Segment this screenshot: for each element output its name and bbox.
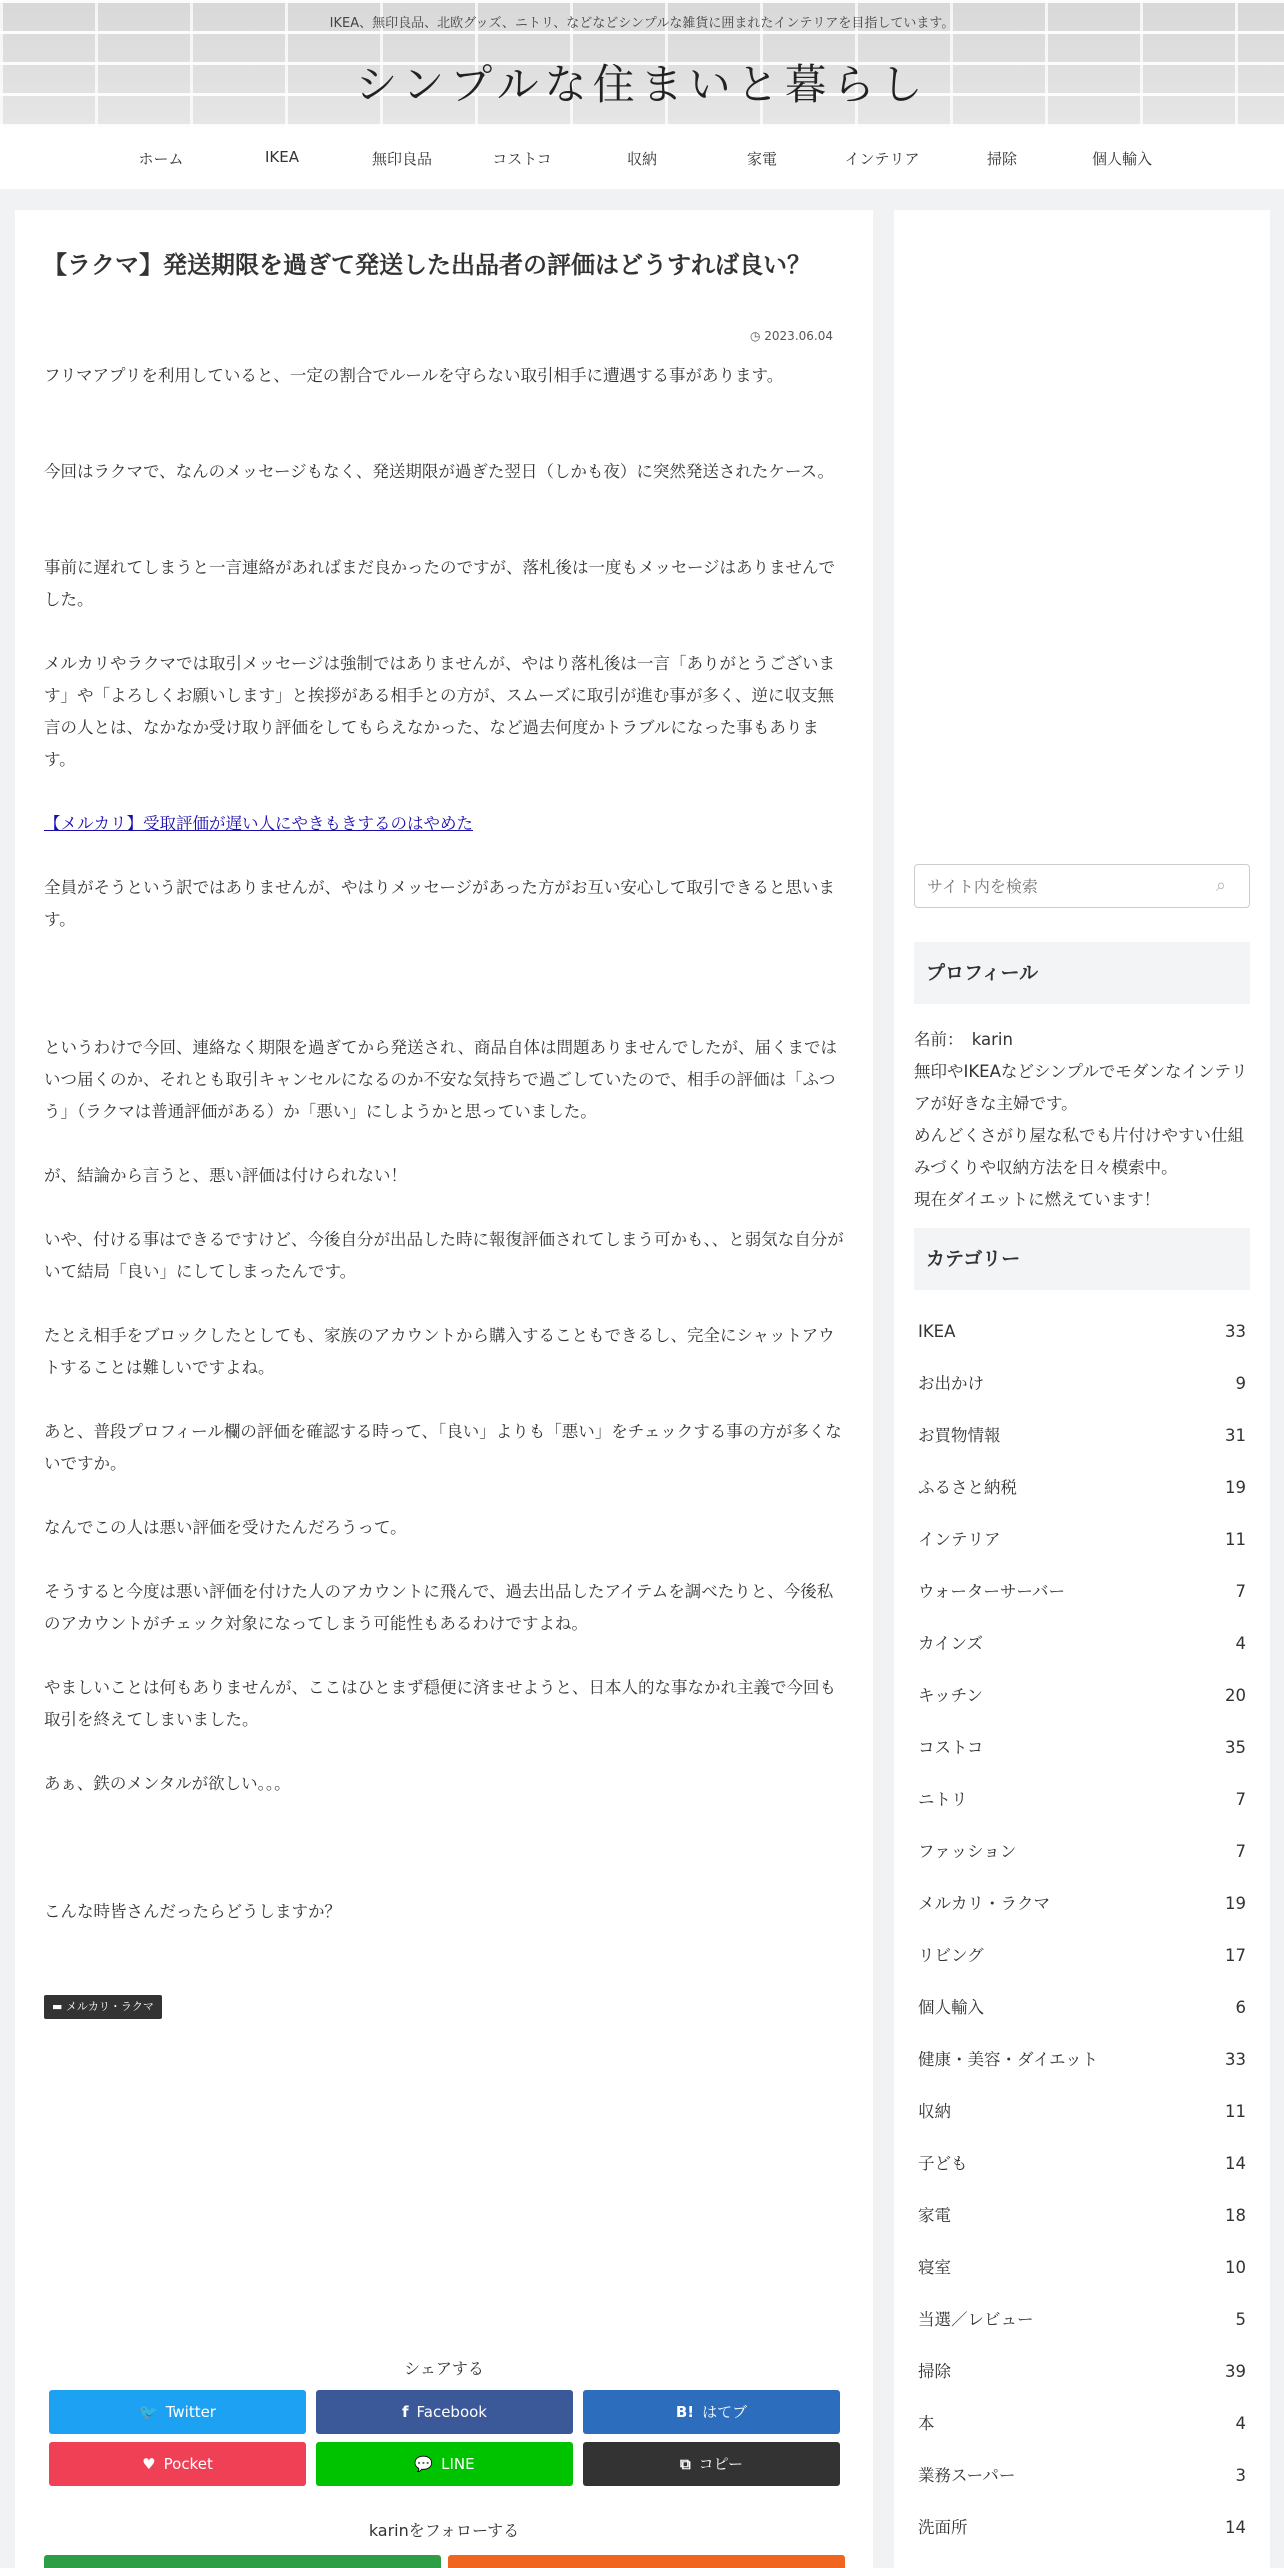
category-name: インテリア [918, 1530, 1001, 1549]
category-count: 10 [1225, 2258, 1246, 2277]
category-item[interactable] [914, 1618, 1250, 1670]
share-copy-button[interactable] [583, 2442, 840, 2486]
category-count: 33 [1225, 1322, 1246, 1341]
category-count: 19 [1225, 1894, 1246, 1913]
profile-line: めんどくさがり屋な私でも片付けやすい仕組みづくりや収納方法を日々模索中。 [914, 1126, 1244, 1177]
pocket-icon: ♥ [142, 2455, 156, 2473]
paragraph: メルカリやラクマでは取引メッセージは強制ではありませんが、やはり落札後は一言「ありがとうございます」や「よろしくお願いします」と挨拶がある相手との方が、スムーズに取引が進む事が多く、逆に収支無言の人とは、なかなか受け取り評価をしてもらえなかった、など過去何度かトラブルになった事もあります。 [44, 654, 836, 769]
category-item[interactable] [914, 2242, 1250, 2294]
share-twitter-button[interactable] [49, 2390, 306, 2434]
paragraph: あと、普段プロフィール欄の評価を確認する時って、「良い」よりも「悪い」をチェックする事の方が多くないですか。 [44, 1422, 842, 1473]
category-name: 寝室 [918, 2258, 951, 2277]
category-name: リビング [918, 1946, 984, 1965]
nav-item-cleaning[interactable]: 掃除 [986, 150, 1017, 168]
share-facebook-label: Facebook [416, 2403, 487, 2421]
category-count: 5 [1235, 2310, 1246, 2329]
category-item[interactable] [914, 2190, 1250, 2242]
article [15, 210, 873, 2568]
category-item[interactable] [914, 1410, 1250, 1462]
category-item[interactable] [914, 1930, 1250, 1982]
category-name: 収納 [918, 2102, 951, 2121]
category-count: 7 [1235, 1582, 1246, 1601]
sidebar [894, 210, 1270, 2568]
category-name: 洗面所 [918, 2518, 968, 2537]
nav-item-costco[interactable]: コストコ [492, 150, 552, 168]
category-item[interactable] [914, 1878, 1250, 1930]
paragraph: たとえ相手をブロックしたとしても、家族のアカウントから購入することもできるし、完全にシャットアウトすることは難しいですよね。 [44, 1326, 835, 1377]
category-count: 11 [1225, 2102, 1246, 2121]
profile-text [914, 1024, 1254, 1216]
category-name: お買物情報 [918, 1426, 1001, 1445]
category-name: コストコ [918, 1738, 984, 1757]
paragraph: というわけで今回、連絡なく期限を過ぎてから発送され、商品自体は問題ありませんでしたが、届くまではいつ届くのか、それとも取引キャンセルになるのか不安な気持ちで過ごしていたので、相手の評価は「ふつう」（ラクマは普通評価がある）か「悪い」にしようかと思っていました。 [44, 1038, 837, 1121]
category-item[interactable] [914, 1982, 1250, 2034]
paragraph: フリマアプリを利用していると、一定の割合でルールを守らない取引相手に遭遇する事があります。 [44, 366, 784, 385]
global-nav [0, 127, 1284, 189]
category-count: 14 [1225, 2518, 1246, 2537]
nav-item-import[interactable]: 個人輸入 [1091, 150, 1152, 168]
nav-item-interior[interactable]: インテリア [844, 150, 920, 168]
paragraph: が、結論から言うと、悪い評価は付けられない！ [44, 1166, 407, 1185]
post-category-label[interactable] [44, 1995, 162, 2019]
category-name: お出かけ [918, 1374, 984, 1393]
paragraph: そうすると今度は悪い評価を付けた人のアカウントに飛んで、過去出品したアイテムを調べたりと、今後私のアカウントがチェック対象になってしまう可能性もあるわけですよね。 [44, 1582, 834, 1633]
share-pocket-label: Pocket [163, 2455, 213, 2473]
category-item[interactable] [914, 1826, 1250, 1878]
category-name: IKEA [918, 1322, 956, 1341]
paragraph: 全員がそうという訳ではありませんが、やはりメッセージがあった方がお互い安心して取引できると思います。 [44, 878, 835, 929]
share-title: シェアする [404, 2359, 484, 2378]
category-count: 7 [1235, 1790, 1246, 1809]
profile-line: 無印やIKEAなどシンプルでモダンなインテリアが好きな主婦です。 [914, 1062, 1248, 1113]
paragraph: あぁ、鉄のメンタルが欲しい。。。 [44, 1774, 291, 1793]
share-hatena-button[interactable] [583, 2390, 840, 2434]
category-name: 掃除 [918, 2362, 951, 2381]
category-name: キッチン [918, 1686, 983, 1705]
share-twitter-label: Twitter [165, 2403, 216, 2421]
copy-icon: ⧉ [679, 2455, 691, 2473]
clock-icon: ◷ [749, 329, 761, 343]
category-count: 33 [1225, 2050, 1246, 2069]
share-line-label: LINE [441, 2455, 475, 2473]
category-count: 4 [1235, 2414, 1246, 2433]
share-pocket-button[interactable] [49, 2442, 306, 2486]
nav-item-storage[interactable]: 収納 [626, 150, 657, 168]
category-item[interactable] [914, 2294, 1250, 2346]
category-name: ファッション [918, 1842, 1017, 1861]
profile-name: 名前： karin [914, 1030, 1013, 1049]
category-name: 家電 [918, 2206, 951, 2225]
category-item[interactable] [914, 1306, 1250, 1358]
post-category-text: メルカリ・ラクマ [65, 2000, 154, 2013]
category-count: 17 [1225, 1946, 1246, 1965]
profile-widget-title: プロフィール [914, 942, 1250, 1004]
paragraph: いや、付ける事はできるですけど、今後自分が出品した時に報復評価されてしまう可かも、、と弱気な自分がいて結局「良い」にしてしまったんです。 [44, 1230, 844, 1281]
category-name: 個人輸入 [918, 1998, 984, 2017]
share-hatena-label: はてブ [702, 2403, 748, 2421]
paragraph: なんでこの人は悪い評価を受けたんだろうって。 [44, 1518, 407, 1537]
category-count: 20 [1225, 1686, 1246, 1705]
category-count: 7 [1235, 1842, 1246, 1861]
category-count: 35 [1225, 1738, 1246, 1757]
follow-feedly-button[interactable] [44, 2555, 441, 2568]
category-item[interactable] [914, 2502, 1250, 2554]
search-input[interactable] [914, 864, 1250, 908]
category-widget-title: カテゴリー [914, 1228, 1250, 1290]
category-item[interactable] [914, 1722, 1250, 1774]
nav-item-home[interactable]: ホーム [138, 150, 184, 168]
folder-icon: ▬ [52, 2000, 63, 2013]
category-count: 14 [1225, 2154, 1246, 2173]
category-count: 3 [1235, 2466, 1246, 2485]
category-count: 18 [1225, 2206, 1246, 2225]
paragraph: 今回はラクマで、なんのメッセージもなく、発送期限が過ぎた翌日（しかも夜）に突然発送されたケース。 [44, 462, 835, 481]
category-count: 9 [1235, 1374, 1246, 1393]
category-item[interactable] [914, 2138, 1250, 2190]
paragraph: こんな時皆さんだったらどうしますか？ [44, 1902, 341, 1921]
facebook-icon: f [401, 2403, 409, 2421]
category-item[interactable] [914, 1514, 1250, 1566]
share-facebook-button[interactable] [316, 2390, 573, 2434]
category-item[interactable] [914, 1670, 1250, 1722]
category-count: 6 [1235, 1998, 1246, 2017]
follow-rss-button[interactable] [448, 2555, 845, 2568]
site-title[interactable]: シンプルな住まいと暮らし [355, 60, 929, 109]
category-count: 19 [1225, 1478, 1246, 1497]
category-item[interactable] [914, 1462, 1250, 1514]
category-name: ふるさと納税 [918, 1478, 1017, 1497]
category-item[interactable] [914, 1774, 1250, 1826]
category-name: 業務スーパー [918, 2466, 1016, 2485]
category-count: 39 [1225, 2362, 1246, 2381]
follow-title: karinをフォローする [368, 2521, 520, 2540]
line-icon: 💬 [414, 2455, 434, 2473]
category-name: メルカリ・ラクマ [918, 1894, 1050, 1913]
category-count: 11 [1225, 1530, 1246, 1549]
share-copy-label: コピー [698, 2455, 744, 2473]
site-tagline: IKEA、無印良品、北欧グッズ、ニトリ、などなどシンプルな雑貨に囲まれたインテリアを目指しています。 [329, 16, 955, 31]
post-date [750, 329, 833, 343]
paragraph: 事前に遅れてしまうと一言連絡があればまだ良かったのですが、落札後は一度もメッセージはありませんでした。 [44, 558, 836, 609]
category-item[interactable] [914, 1566, 1250, 1618]
nav-item-muji[interactable]: 無印良品 [371, 150, 432, 168]
category-item[interactable] [914, 2086, 1250, 2138]
category-name: 健康・美容・ダイエット [918, 2050, 1099, 2069]
category-item[interactable] [914, 2346, 1250, 2398]
post-date-text: 2023.06.04 [764, 329, 833, 343]
search-icon[interactable]: ⌕ [1216, 875, 1227, 896]
nav-item-ikea[interactable]: IKEA [265, 148, 299, 166]
category-item[interactable] [914, 2034, 1250, 2086]
paragraph: やましいことは何もありませんが、ここはひとまず穏便に済ませようと、日本人的な事なかれ主義で今回も取引を終えてしまいました。 [44, 1678, 836, 1729]
category-item[interactable] [914, 2450, 1250, 2502]
twitter-icon: 🐦 [139, 2403, 158, 2421]
category-name: ウォーターサーバー [918, 1582, 1066, 1601]
site-header [0, 0, 1284, 127]
profile-line: 現在ダイエットに燃えています！ [914, 1190, 1161, 1209]
category-item[interactable] [914, 2398, 1250, 2450]
category-name: 本 [918, 2414, 935, 2433]
category-name: 当選／レビュー [918, 2310, 1034, 2329]
category-name: ニトリ [918, 1790, 968, 1809]
related-link-paragraph [44, 808, 849, 840]
category-name: 子ども [918, 2154, 968, 2173]
category-count: 4 [1235, 1634, 1246, 1653]
hatena-icon: B! [675, 2403, 695, 2421]
category-count: 31 [1225, 1426, 1246, 1445]
share-line-button[interactable] [316, 2442, 573, 2486]
related-post-link[interactable]: 【メルカリ】受取評価が遅い人にやきもきするのはやめた [44, 814, 473, 833]
category-name: カインズ [918, 1634, 984, 1653]
post-title: 【ラクマ】発送期限を過ぎて発送した出品者の評価はどうすれば良い？ [43, 251, 811, 279]
category-item[interactable] [914, 1358, 1250, 1410]
nav-item-appliances[interactable]: 家電 [746, 150, 777, 168]
